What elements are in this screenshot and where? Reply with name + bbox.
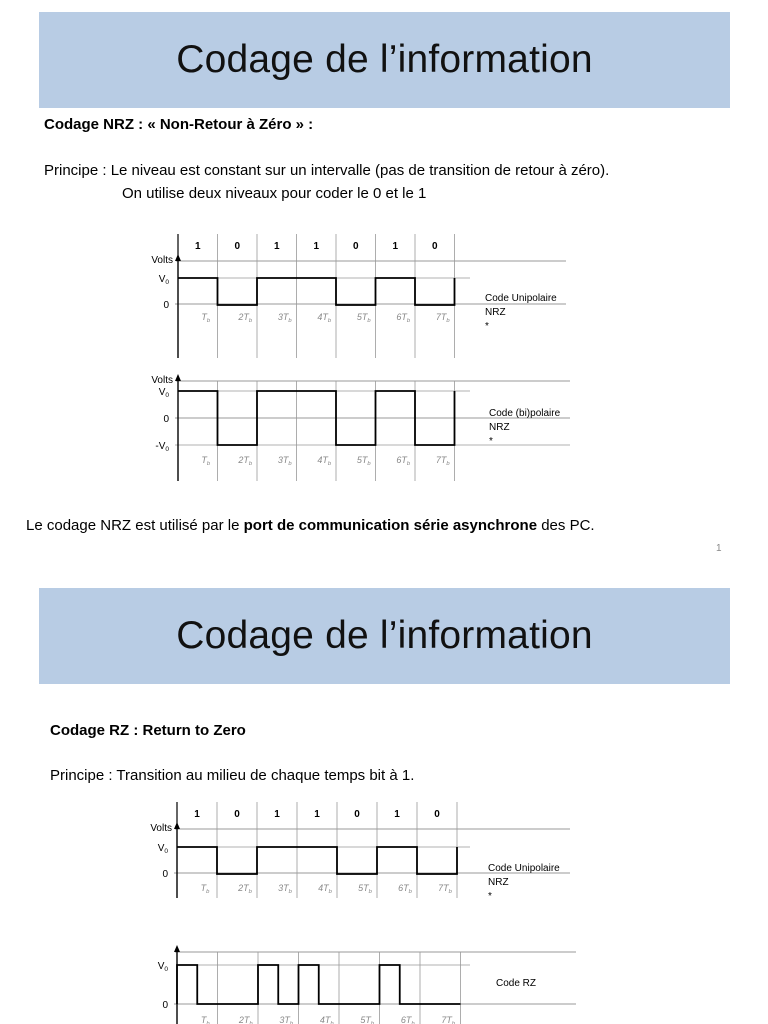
time-label-2-main: 2T <box>238 883 249 893</box>
y-axis-arrow <box>174 822 180 829</box>
time-label-2-sub: b <box>248 889 252 895</box>
slide-1-subtitle: Codage NRZ : « Non-Retour à Zéro » : <box>44 116 314 133</box>
time-label-7-main: 7T <box>435 455 447 465</box>
time-label-1 <box>201 1015 211 1024</box>
time-label-3-main: 3T <box>277 312 289 322</box>
time-label-5-main: 5T <box>358 883 369 893</box>
time-label-6-main: 6T <box>400 1015 412 1024</box>
bit-label-3: 1 <box>313 241 320 252</box>
time-label-3-main: 3T <box>277 455 289 465</box>
time-label-7 <box>441 1015 456 1024</box>
code-label-1: Code Unipolaire <box>488 863 560 874</box>
time-label-5-main: 5T <box>356 312 368 322</box>
signal-waveform <box>177 847 457 874</box>
code-label-1: Code Unipolaire <box>485 293 557 304</box>
neg-v0-label-main: -V <box>155 441 166 452</box>
time-label-1-sub: b <box>206 461 211 467</box>
volts-label: Volts <box>150 823 172 834</box>
bit-label-1: 0 <box>234 241 241 252</box>
time-label-1 <box>201 883 211 895</box>
time-label-3-main: 3T <box>278 883 289 893</box>
v0-label <box>158 843 169 855</box>
time-label-5 <box>358 883 373 895</box>
code-label-3: * <box>485 321 489 332</box>
time-label-1-sub: b <box>206 1021 210 1024</box>
v0-label-main: V <box>157 961 165 972</box>
time-label-6-main: 6T <box>396 455 407 465</box>
slide-1-footer-pre: Le codage NRZ est utilisé par le <box>26 517 244 534</box>
v0-label-sub: 0 <box>165 392 169 399</box>
time-label-2-main: 2T <box>238 312 249 322</box>
slide-2-title: Codage de l’information <box>176 614 593 657</box>
v0-label-main: V <box>157 843 165 854</box>
time-label-2 <box>237 883 253 895</box>
time-label-1-main: T <box>200 883 207 893</box>
zero-label: 0 <box>162 869 168 880</box>
bit-label-5: 1 <box>392 241 399 252</box>
slide-1-principe-line1: Principe : Le niveau est constant sur un intervalle (pas de transition de retour à zéro). <box>44 162 610 179</box>
time-label-3-main: 3T <box>279 1015 290 1024</box>
time-label-5-sub: b <box>368 889 372 895</box>
zero-label: 0 <box>163 300 169 311</box>
time-label-1-sub: b <box>206 889 210 895</box>
bit-label-2: 1 <box>274 809 280 820</box>
time-label-4-main: 4T <box>318 883 329 893</box>
zero-label: 0 <box>162 1000 168 1011</box>
time-label-2-main: 2T <box>238 1015 250 1024</box>
bit-label-5: 1 <box>394 809 400 820</box>
y-axis-arrow <box>174 945 180 952</box>
time-label-4-main: 4T <box>319 1015 331 1024</box>
code-label-1: Code (bi)polaire <box>489 408 561 419</box>
slide-1-principe-line2: On utilise deux niveaux pour coder le 0 et le 1 <box>122 185 427 202</box>
time-label-1-main: T <box>201 312 207 322</box>
time-label-5-sub: b <box>370 1021 375 1024</box>
time-label-4-sub: b <box>327 461 332 467</box>
time-label-7-main: 7T <box>438 883 449 893</box>
time-label-1-main: T <box>201 455 207 465</box>
bit-label-6: 0 <box>434 809 440 820</box>
time-label-3-sub: b <box>288 318 292 324</box>
v0-label-main: V <box>158 274 166 285</box>
time-label-7-sub: b <box>446 461 450 467</box>
time-label-6-sub: b <box>406 461 411 467</box>
time-label-2-sub: b <box>248 461 253 467</box>
bit-label-4: 0 <box>352 241 359 252</box>
time-label-5-sub: b <box>367 318 371 324</box>
time-label-6-main: 6T <box>398 883 409 893</box>
time-label-4-sub: b <box>327 318 332 324</box>
bit-label-3: 1 <box>314 809 320 820</box>
bit-label-1: 0 <box>234 809 240 820</box>
time-label-1-sub: b <box>206 318 211 324</box>
bit-label-2: 1 <box>273 241 280 252</box>
neg-v0-label-sub: 0 <box>165 446 169 453</box>
time-label-5-main: 5T <box>356 455 368 465</box>
slide-2-subtitle: Codage RZ : Return to Zero <box>50 722 246 739</box>
v0-label-main: V <box>158 387 166 398</box>
time-label-5-sub: b <box>367 461 371 467</box>
code-label-3: * <box>489 436 493 447</box>
v0-label-sub: 0 <box>165 279 169 286</box>
bit-label-4: 0 <box>354 809 360 820</box>
v0-label-sub: 0 <box>164 848 168 855</box>
time-label-5 <box>360 1015 375 1024</box>
time-label-7-main: 7T <box>435 312 447 322</box>
code-label-2: NRZ <box>488 877 509 888</box>
time-label-3 <box>279 1015 294 1024</box>
time-label-6-sub: b <box>411 1021 415 1024</box>
time-label-2-sub: b <box>249 1021 253 1024</box>
time-label-2-sub: b <box>248 318 253 324</box>
time-label-2-main: 2T <box>238 455 249 465</box>
time-label-4-main: 4T <box>317 455 328 465</box>
code-label-1: Code RZ <box>496 978 537 989</box>
slide-2-title-banner <box>39 588 730 684</box>
volts-label: Volts <box>151 375 173 386</box>
time-label-6 <box>401 1015 416 1024</box>
code-label-3: * <box>488 891 492 902</box>
time-label-7-main: 7T <box>441 1015 452 1024</box>
slide-2-principe: Principe : Transition au milieu de chaque temps bit à 1. <box>50 767 415 784</box>
volts-label: Volts <box>151 255 173 266</box>
time-label-7-sub: b <box>448 889 452 895</box>
code-label-2: NRZ <box>485 307 506 318</box>
page-number: 1 <box>716 543 722 554</box>
time-label-1-main: T <box>200 1015 207 1024</box>
slide-1-title: Codage de l’information <box>176 38 593 81</box>
time-label-4-sub: b <box>330 1021 334 1024</box>
rz-unipolar-diagram <box>0 800 768 910</box>
time-label-6-sub: b <box>408 889 412 895</box>
code-label-2: NRZ <box>489 422 510 433</box>
signal-waveform <box>177 965 461 1004</box>
bit-label-0: 1 <box>194 241 201 252</box>
slide-1-footer-bold: port de communication série asynchrone <box>243 517 538 534</box>
bit-label-0: 1 <box>194 809 200 820</box>
time-label-2 <box>238 1015 254 1024</box>
time-label-6-main: 6T <box>396 312 407 322</box>
time-label-6 <box>398 883 413 895</box>
time-label-4-main: 4T <box>317 312 328 322</box>
zero-label: 0 <box>163 414 169 425</box>
time-label-3-sub: b <box>289 1021 294 1024</box>
time-label-3 <box>278 883 293 895</box>
time-label-6-sub: b <box>406 318 411 324</box>
time-label-7-sub: b <box>451 1021 456 1024</box>
bit-label-6: 0 <box>431 241 438 252</box>
time-label-4 <box>320 1015 335 1024</box>
time-label-4-sub: b <box>328 889 332 895</box>
time-label-7 <box>438 883 453 895</box>
v0-label <box>158 961 169 973</box>
v0-label-sub: 0 <box>164 966 168 973</box>
rz-diagram <box>0 944 768 1024</box>
slide-1-footer-post: des PC. <box>537 517 595 534</box>
time-label-3-sub: b <box>288 889 292 895</box>
time-label-3-sub: b <box>288 461 292 467</box>
time-label-7-sub: b <box>446 318 450 324</box>
time-label-4 <box>318 883 333 895</box>
time-label-5-main: 5T <box>360 1015 371 1024</box>
